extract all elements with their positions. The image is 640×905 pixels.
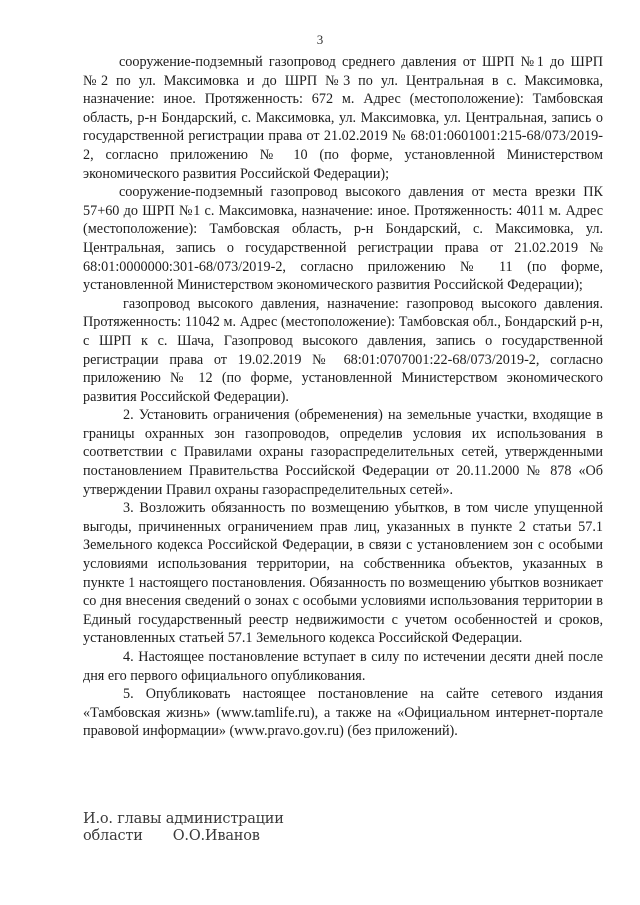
signature-position: И.о. главы администрации: [83, 811, 284, 827]
paragraph-item-3: 3. Возложить обязанность по возмещению убытков, в том числе упущенной выгоды, причиненных ограничением прав лиц, указанных в пункте 2 статьи 57.1 Земельного кодекса Российской Федерации, в связи с установлением зон с особыми условиями использования территории, на собственника объектов, указанных в пункте 1 настоящего постановления. Обязанность по возмещению убытков возникает со дня внесения сведений о зонах с особыми условиями использования территории в Единый государственный реестр недвижимости с учетом особенностей и сроков, установленных статьей 57.1 Земельного кодекса Российской Федерации.: [83, 500, 603, 647]
signature-name: О.О.Иванов: [172, 828, 260, 844]
paragraph-item-5: 5. Опубликовать настоящее постановление на сайте сетевого издания «Тамбовская жизнь» (www.tamlife.ru), а также на «Официальном интернет-портале правовой информации» (www.pravo.gov.ru) (без приложений).: [83, 686, 603, 740]
paragraph-pipeline-high-pressure: сооружение-подземный газопровод высокого давления от места врезки ПК 57+60 до ШРП №1 с. Максимовка, назначение: иное. Протяженность: 4011 м. Адрес (местоположение): Тамбовская область, р-н Бондарский, с. Максимовка, ул. Центральная, запись о государственной регистрации права от 21.02.2019 № 68:01:0000000:301-68/073/2019-2, согласно приложению № 11 (по форме, установленной Министерством экономического развития Российской Федерации);: [83, 184, 603, 294]
paragraph-item-2: 2. Установить ограничения (обременения) на земельные участки, входящие в границы охранных зон газопроводов, определив условия их использования в соответствии с Правилами охраны газораспределительных сетей, утвержденными постановлением Правительства Российской Федерации от 20.11.2000 № 878 «Об утверждении Правил охраны газораспределительных сетей».: [83, 407, 603, 498]
paragraph-pipeline-shacha: газопровод высокого давления, назначение: газопровод высокого давления. Протяженность: 11042 м. Адрес (местоположение): Тамбовская обл., Бондарский р-н, с ШРП к с. Шача, Газопровод высокого давления, запись о государственной регистрации права от 19.02.2019 № 68:01:0707001:22-68/073/2019-2, согласно приложению № 12 (по форме, установленной Министерством экономического развития Российской Федерации).: [83, 295, 603, 405]
signature-block: [83, 811, 284, 845]
signature-region: области: [83, 828, 143, 844]
signature-line: [83, 828, 284, 845]
document-body: [83, 53, 603, 741]
paragraph-item-4: 4. Настоящее постановление вступает в силу по истечении десяти дней после дня его первого официального опубликования.: [83, 649, 603, 684]
page-number: 3: [316, 32, 324, 47]
paragraph-pipeline-medium-pressure: сооружение-подземный газопровод среднего давления от ШРП №1 до ШРП №2 по ул. Максимовка и до ШРП №3 по ул. Центральная в с. Максимовка, назначение: иное. Протяженность: 672 м. Адрес (местоположение): Тамбовская область, р-н Бондарский, с. Максимовка, ул. Максимовка, ул. Центральная, запись о государственной регистрации права от 21.02.2019 № 68:01:0601001:215-68/073/2019-2, согласно приложению № 10 (по форме, установленной Министерством экономического развития Российской Федерации);: [83, 54, 603, 182]
